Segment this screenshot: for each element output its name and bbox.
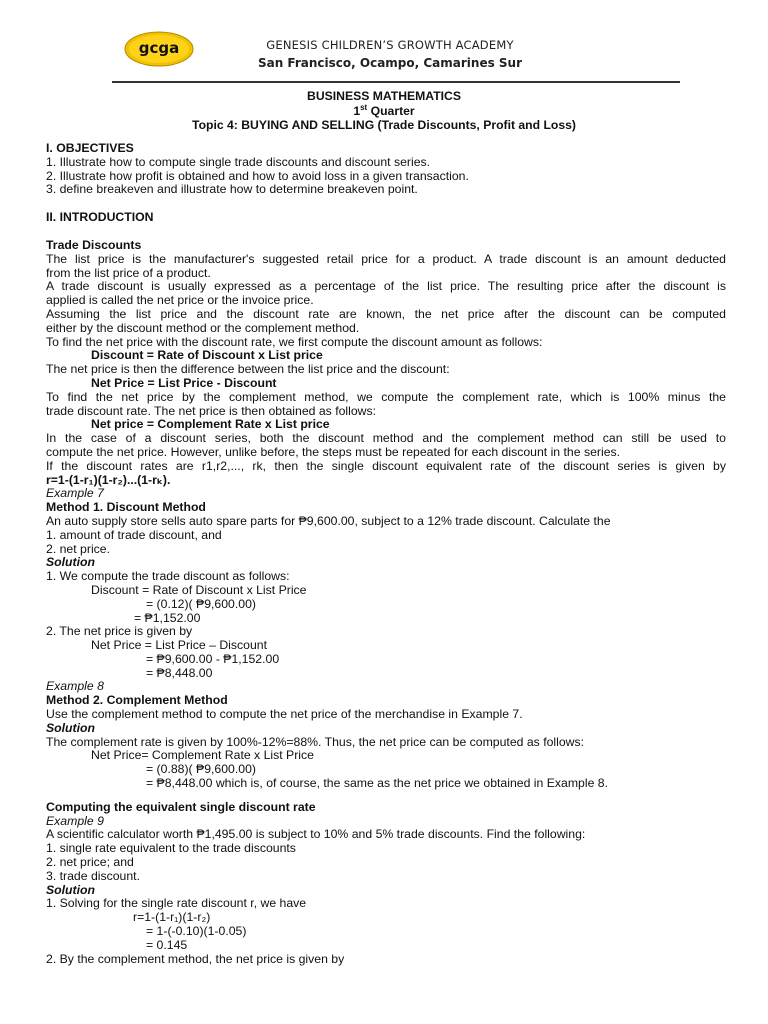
topic-title: Topic 4: BUYING AND SELLING (Trade Discounts, Profit and Loss) — [192, 118, 576, 133]
paragraph-line: The net price is then the difference between the list price and the discount: — [46, 362, 450, 377]
trade-discounts-heading: Trade Discounts — [46, 237, 142, 252]
list-item: 2. net price. — [46, 541, 111, 556]
computation-line: r=1-(1-r₁)(1-r₂) — [133, 910, 211, 925]
school-logo-icon — [124, 31, 194, 67]
paragraph-line: from the list price of a product. — [46, 265, 211, 280]
document-body — [46, 142, 726, 966]
paragraph-line: In the case of a discount series, both the discount method and the complement method can still be used to — [46, 431, 726, 446]
quarter-number: 1 — [353, 103, 361, 118]
paragraph-line: trade discount rate. The net price is then obtained as follows: — [46, 403, 377, 418]
list-item: 1. single rate equivalent to the trade discounts — [46, 841, 296, 856]
example-label: Example 8 — [46, 679, 104, 694]
paragraph-line: either by the discount method or the complement method. — [46, 320, 360, 335]
computation-line: Discount = Rate of Discount x List Price — [91, 582, 307, 597]
paragraph-line: To find the net price with the discount rate, we first compute the discount amount as follows: — [46, 334, 543, 349]
document-titles — [0, 89, 768, 133]
method-heading: Method 2. Complement Method — [46, 693, 228, 708]
quarter-word: Quarter — [367, 103, 415, 118]
solution-step: 2. The net price is given by — [46, 624, 193, 639]
example-label: Example 9 — [46, 813, 104, 828]
objective-item: 1. Illustrate how to compute single trade discounts and discount series. — [46, 154, 431, 169]
list-item: 1. amount of trade discount, and — [46, 527, 222, 542]
problem-text: A scientific calculator worth ₱1,495.00 is subject to 10% and 5% trade discounts. Find the following: — [46, 827, 586, 842]
paragraph-line: To find the net price by the complement method, we compute the complement rate, which is 100% minus the — [46, 389, 726, 404]
computation-line: = 1-(-0.10)(1-0.05) — [146, 924, 247, 939]
problem-text: Use the complement method to compute the net price of the merchandise in Example 7. — [46, 707, 523, 722]
paragraph-line: A trade discount is usually expressed as a percentage of the list price. The resulting price after the discount is — [46, 279, 726, 294]
formula-net-price: Net Price = List Price - Discount — [91, 375, 277, 390]
computation-line: = ₱8,448.00 which is, of course, the same as the net price we obtained in Example 8. — [146, 776, 609, 791]
problem-text: An auto supply store sells auto spare parts for ₱9,600.00, subject to a 12% trade discount. Calculate the — [46, 513, 611, 528]
solution-step: 2. By the complement method, the net price is given by — [46, 951, 345, 966]
method-heading: Method 1. Discount Method — [46, 500, 206, 515]
introduction-heading: II. INTRODUCTION — [46, 210, 154, 225]
section-heading: Computing the equivalent single discount rate — [46, 799, 316, 814]
paragraph-line: compute the net price. However, unlike before, the steps must be repeated for each discount in the series. — [46, 444, 621, 459]
computation-line: = (0.12)( ₱9,600.00) — [146, 596, 256, 611]
list-item: 2. net price; and — [46, 855, 134, 870]
solution-step: 1. Solving for the single rate discount r, we have — [46, 896, 307, 911]
list-item: 3. trade discount. — [46, 868, 140, 883]
computation-line: = (0.88)( ₱9,600.00) — [146, 762, 256, 777]
computation-line: Net Price= Complement Rate x List Price — [91, 748, 314, 763]
school-address: San Francisco, Ocampo, Camarines Sur — [257, 56, 523, 70]
computation-line: = ₱9,600.00 - ₱1,152.00 — [146, 651, 280, 666]
paragraph-line: Assuming the list price and the discount rate are known, the net price after the discount can be computed — [46, 306, 726, 321]
formula-complement: Net price = Complement Rate x List price — [91, 417, 330, 432]
computation-line: Net Price = List Price – Discount — [91, 638, 267, 653]
solution-label: Solution — [46, 555, 95, 570]
objective-item: 3. define breakeven and illustrate how to determine breakeven point. — [46, 182, 418, 197]
computation-line: = 0.145 — [146, 937, 188, 952]
header-divider — [112, 81, 680, 83]
objectives-heading: I. OBJECTIVES — [46, 141, 134, 155]
computation-line: = ₱8,448.00 — [146, 665, 213, 680]
example-label: Example 7 — [46, 486, 104, 501]
paragraph-line: The list price is the manufacturer's suggested retail price for a product. A trade discount is an amount deducted — [46, 251, 726, 266]
quarter-title — [0, 104, 768, 119]
objective-item: 2. Illustrate how profit is obtained and how to avoid loss in a given transaction. — [46, 168, 469, 183]
formula-equivalent-rate: r=1-(1-r₁)(1-r₂)...(1-rₖ). — [46, 472, 171, 487]
computation-line: = ₱1,152.00 — [134, 610, 201, 625]
paragraph-line: If the discount rates are r1,r2,..., rk, then the single discount equivalent rate of the discount series is given by — [46, 458, 726, 473]
subject-title: BUSINESS MATHEMATICS — [307, 89, 461, 103]
solution-label: Solution — [46, 720, 95, 735]
logo-text: gcga — [138, 39, 180, 57]
quarter-superscript: st — [360, 102, 368, 112]
formula-discount: Discount = Rate of Discount x List price — [91, 348, 323, 363]
solution-step: The complement rate is given by 100%-12%=88%. Thus, the net price can be computed as follows: — [46, 734, 585, 749]
solution-label: Solution — [46, 882, 95, 897]
solution-step: 1. We compute the trade discount as follows: — [46, 569, 290, 584]
paragraph-line: applied is called the net price or the invoice price. — [46, 293, 314, 308]
school-name: GENESIS CHILDREN’S GROWTH ACADEMY — [266, 38, 514, 52]
